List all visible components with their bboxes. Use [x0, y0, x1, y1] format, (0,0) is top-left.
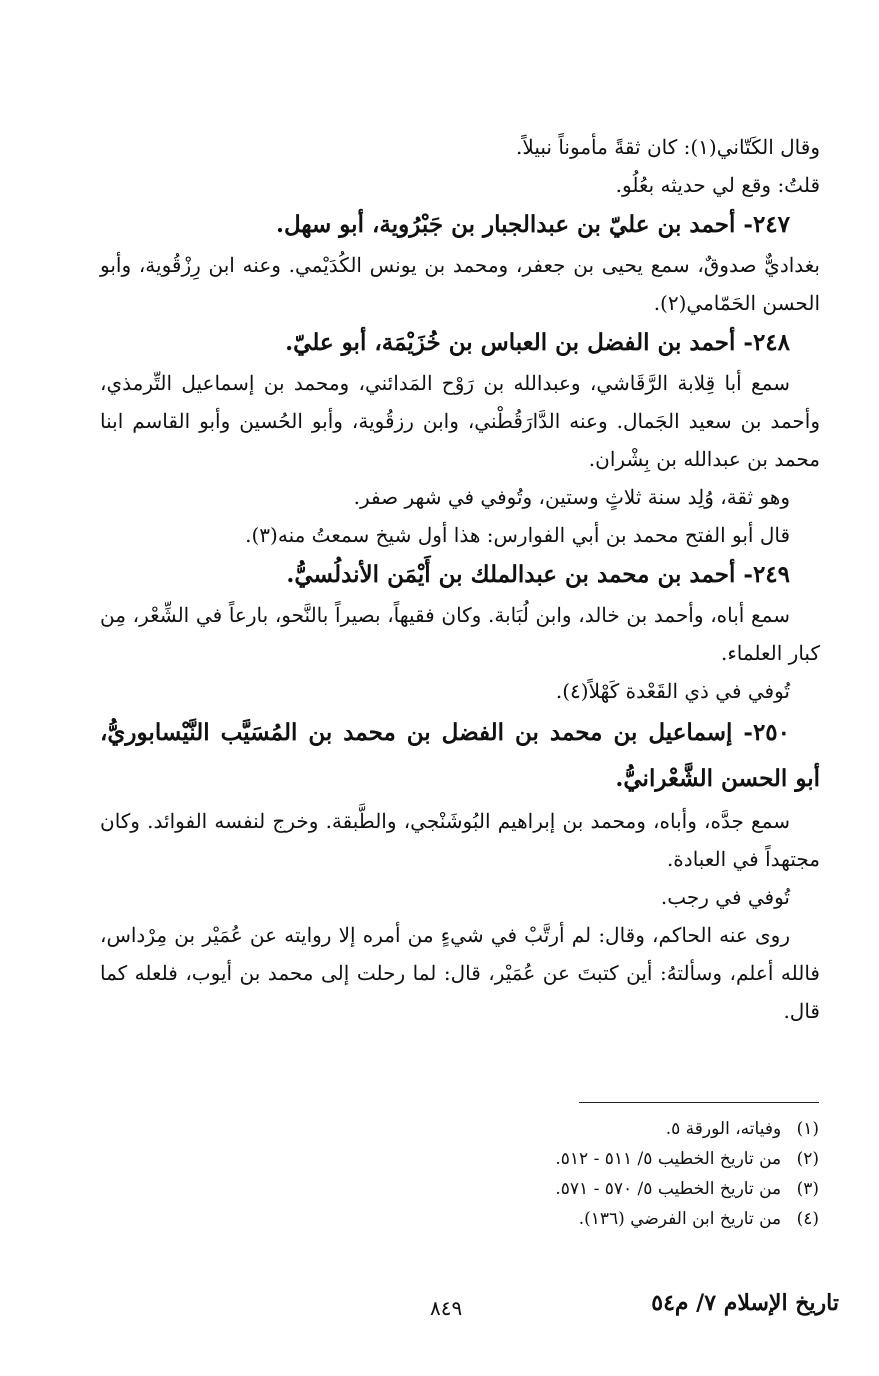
paragraph: بغداديٌّ صدوقٌ، سمع يحيى بن جعفر، ومحمد بن يونس الكُدَيْمي. وعنه ابن رِزْقُوية، وأبو الحسن الحَمّامي(٢). [100, 253, 820, 315]
paragraph: تُوفي في ذي القَعْدة كَهْلاً(٤). [555, 679, 790, 703]
paragraph: قلتُ: وقع لي حديثه بعُلُو. [615, 173, 820, 197]
paragraph: سمع أباه، وأحمد بن خالد، وابن لُبَابة. وكان فقيهاً، بصيراً بالنَّحو، بارعاً في الشِّعْر، مِن كبار العلماء. [100, 603, 820, 665]
footnote-text: من تاريخ الخطيب ٥/ ٥١١ - ٥١٢. [555, 1149, 782, 1169]
footnote [219, 1144, 819, 1174]
page-number: ٨٤٩ [430, 1296, 463, 1320]
main-text [100, 128, 820, 1030]
footnote-number: (٤) [796, 1209, 819, 1229]
footnote [219, 1114, 819, 1144]
paragraph: وقال الكَتّاني(١): كان ثقةً مأموناً نبيلاً. [516, 135, 820, 159]
paragraph: وهو ثقة، وُلِد سنة ثلاثٍ وستين، وتُوفي في شهر صفر. [353, 485, 790, 509]
entry-heading-247: ٢٤٧- أحمد بن عليّ بن عبدالجبار بن جَبْرُوية، أبو سهل. [275, 211, 790, 238]
footnote-text: وفياته، الورقة ٥. [665, 1119, 782, 1139]
footnote-text: من تاريخ ابن الفرضي (١٣٦). [578, 1209, 782, 1229]
footnote-number: (٢) [796, 1149, 819, 1169]
footnote-divider [579, 1102, 819, 1103]
footnote-text: من تاريخ الخطيب ٥/ ٥٧٠ - ٥٧١. [555, 1179, 782, 1199]
paragraph: قال أبو الفتح محمد بن أبي الفوارس: هذا أول شيخ سمعتُ منه(٣). [245, 523, 790, 547]
entry-heading-250: ٢٥٠- إسماعيل بن محمد بن الفضل بن محمد بن المُسَيَّب النَّيْسابوريُّ، أبو الحسن الشَّعْرانيُّ. [100, 719, 820, 792]
paragraph: تُوفي في رجب. [660, 885, 790, 909]
footnote [219, 1174, 819, 1204]
paragraph: سمع أبا قِلابة الرَّقَاشي، وعبدالله بن رَوْح المَدائني، ومحمد بن إسماعيل التِّرمذي، وأحمد بن سعيد الجَمال. وعنه الدَّارَقُطْني، وابن رزقُوية، وأبو الحُسين وأبو القاسم ابنا محمد بن عبدالله بن بِشْران. [100, 371, 820, 471]
footnote-number: (٣) [796, 1179, 819, 1199]
paragraph: سمع جدَّه، وأباه، ومحمد بن إبراهيم البُوشَنْجي، والطَّبقة. وخرج لنفسه الفوائد. وكان مجتهداً في العبادة. [100, 809, 820, 871]
entry-heading-248: ٢٤٨- أحمد بن الفضل بن العباس بن خُزَيْمَة، أبو عليّ. [285, 329, 790, 356]
running-title: تاريخ الإسلام ٧/ م٥٤ [651, 1290, 839, 1316]
entry-heading-249: ٢٤٩- أحمد بن محمد بن عبدالملك بن أَيْمَن الأندلُسيُّ. [286, 561, 790, 588]
paragraph: روى عنه الحاكم، وقال: لم أرتَّبْ في شيءٍ من أمره إلا روايته عن عُمَيْر بن مِرْداس، فالله أعلم، وسألتهُ: أين كتبتَ عن عُمَيْر، قال: لما رحلت إلى محمد بن أيوب، فلعله كما قال. [100, 923, 820, 1023]
footnote [219, 1204, 819, 1234]
footnote-number: (١) [796, 1119, 819, 1139]
footnotes [219, 1114, 819, 1234]
